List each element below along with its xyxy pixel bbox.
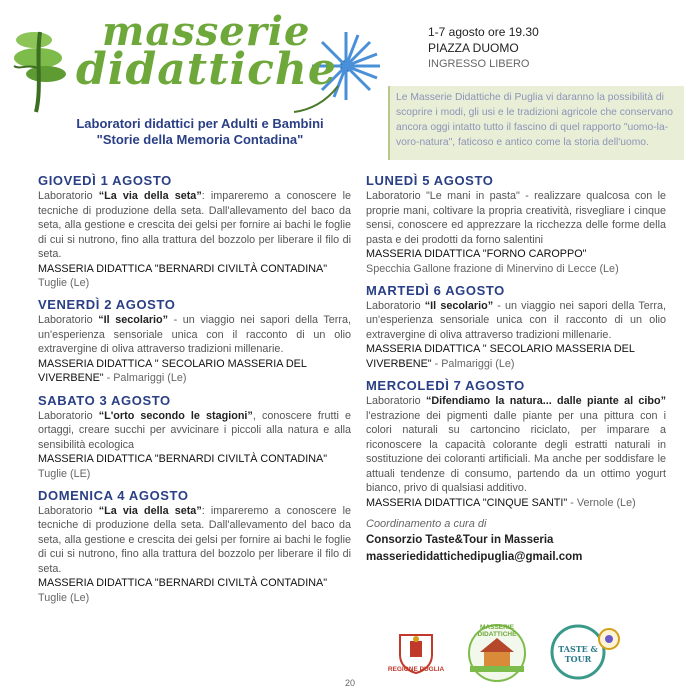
day-title: DOMENICA 4 AGOSTO	[38, 487, 189, 503]
farm-place: Tuglie (LE)	[38, 467, 91, 480]
farm-name: MASSERIA DIDATTICA "CINQUE SANTI" - Vernole (Le)	[366, 496, 636, 509]
subtitle	[20, 116, 380, 148]
farm-name: MASSERIA DIDATTICA "BERNARDI CIVILTÀ CONTADINA"	[38, 577, 328, 589]
farm-place: Tuglie (Le)	[38, 591, 90, 604]
page-number: 20	[344, 678, 355, 688]
farm-name: MASSERIA DIDATTICA " SECOLARIO MASSERIA DEL VIVERBENE" - Palmariggi (Le)	[38, 357, 307, 384]
left-column	[38, 172, 351, 611]
day-description: Laboratorio “La via della seta”: impareremo a conoscere le tecniche di produzione della seta. Dall'allevamento del baco da seta, alla gestione e crescita dei gelsi per fornire ai bachi le foglie di cui si nutrono, fino alla trattura del bozzolo per liberare il filo di seta.	[38, 190, 352, 260]
lab-name: "Le mani in pasta"	[425, 190, 520, 202]
farm-name: MASSERIA DIDATTICA "BERNARDI CIVILTÀ CONTADINA"	[38, 453, 328, 465]
coordination-email[interactable]: masseriedidattichedipuglia@gmail.com	[366, 551, 583, 563]
lab-name: “La via della seta”	[98, 190, 202, 202]
event-info	[428, 24, 539, 72]
day-description: Laboratorio “La via della seta”: impareremo a conoscere le tecniche di produzione della seta. Dall'allevamento del baco da seta, alla gestione e crescita dei gelsi per fornire ai bachi le foglie di cui si nutrono, fino alla trattura del bozzolo per liberare il filo di seta.	[38, 504, 352, 575]
day-title: MARTEDÌ 6 AGOSTO	[366, 282, 505, 298]
masserie-didattiche-badge	[460, 622, 534, 684]
day-title: SABATO 3 AGOSTO	[38, 392, 171, 408]
day-block	[366, 172, 666, 276]
day-title: VENERDÌ 2 AGOSTO	[38, 297, 176, 312]
coordination-label: Coordinamento a cura di	[366, 518, 487, 530]
day-description: Laboratorio “Difendiamo la natura... dalle piante al cibo” l'estrazione dei pigmenti dalle piante per una pittura con i colori naturali su cartoncino riciclato, per imparare a riconoscere la capacità colorante degli estratti naturali in sostituzione dei coloranti artificiali. Ma anche per soddisfare le attuali tendenze di consumo, partendo da un ottimo yogurt bianco, privo di qualsiasi additivo.	[366, 395, 666, 494]
day-description: Laboratorio “Il secolario” - un viaggio nei sapori della Terra, un'esperienza sensoriale unica con il racconto di un olio extravergine di oliva attraverso tradizioni millenarie.	[366, 299, 666, 341]
regione-puglia-label: REGIONE PUGLIA	[387, 666, 445, 673]
day-block	[366, 282, 666, 372]
day-block	[38, 296, 351, 386]
lab-name: “L'orto secondo le stagioni”	[98, 409, 253, 422]
day-block	[38, 172, 351, 290]
subtitle-line-2: "Storie della Memoria Contadina"	[96, 132, 304, 147]
logo-word-didattiche: didattiche	[76, 44, 337, 95]
farm-place: - Palmariggi (Le)	[431, 357, 515, 370]
right-column	[366, 172, 666, 566]
day-description: Laboratorio "Le mani in pasta" - realizzare qualcosa con le proprie mani, coltivare la propria creatività, risvegliare i cinque sensi, conoscere ed apprezzare la ricchezza delle forme della pasta e dei prodotti da forno salentini	[366, 190, 666, 246]
taste-tour-label: TASTE & TOUR	[558, 644, 598, 664]
intro-box: Le Masserie Didattiche di Puglia vi daranno la possibilità di scoprire i modi, gli usi e le tradizioni agricole che conservano ancora oggi intatto tutto il fascino di quel rapporto "uomo-la-voro-natura", faticoso e antico come la storia dell'uomo.	[388, 86, 684, 160]
coordination	[366, 516, 666, 566]
farm-place: - Palmariggi (Le)	[103, 372, 187, 384]
farm-place: - Vernole (Le)	[567, 496, 636, 509]
day-description: Laboratorio “Il secolario” - un viaggio nei sapori della Terra, un'esperienza sensoriale unica con il racconto di un olio extravergine di oliva attraverso tradizioni millenarie.	[38, 314, 351, 355]
day-block	[38, 487, 351, 605]
event-entry: INGRESSO LIBERO	[428, 58, 530, 70]
day-title: GIOVEDÌ 1 AGOSTO	[38, 173, 172, 188]
coordination-name: Consorzio Taste&Tour in Masseria	[366, 534, 554, 546]
farm-place: Tuglie (Le)	[38, 277, 90, 289]
day-title: LUNEDÌ 5 AGOSTO	[366, 173, 494, 188]
regione-puglia-crest-icon	[396, 622, 436, 684]
day-description: Laboratorio “L'orto secondo le stagioni”, conoscere frutti e ortaggi, creare succhi per avvicinare i piccoli alla natura e alla sensibilità ecologica	[38, 409, 351, 451]
mascot-label: MASSERIE DIDATTICHE	[477, 624, 517, 638]
lab-name: “Difendiamo la natura... dalle piante al cibo”	[425, 395, 666, 407]
logo-word-masserie: masserie	[102, 8, 311, 55]
consortium-ring-icon	[596, 626, 622, 652]
tree-icon	[14, 32, 66, 112]
farm-name: MASSERIA DIDATTICA "BERNARDI CIVILTÀ CONTADINA"	[38, 262, 328, 275]
farm-name: MASSERIA DIDATTICA "FORNO CAROPPO"	[366, 248, 587, 260]
day-block	[366, 377, 666, 510]
masserie-didattiche-logo	[6, 8, 386, 118]
farm-place: Specchia Gallone frazione di Minervino di Lecce (Le)	[366, 262, 619, 275]
lab-name: “La via della seta”	[98, 504, 202, 517]
lab-name: “Il secolario”	[98, 314, 169, 326]
day-title: MERCOLEDÌ 7 AGOSTO	[366, 378, 525, 393]
lab-name: “Il secolario”	[424, 299, 494, 312]
farm-name: MASSERIA DIDATTICA " SECOLARIO MASSERIA DEL VIVERBENE" - Palmariggi (Le)	[366, 343, 635, 370]
subtitle-line-1: Laboratori didattici per Adulti e Bambini	[76, 116, 324, 131]
event-dates: 1-7 agosto ore 19.30	[428, 25, 539, 39]
day-block	[38, 392, 351, 481]
event-place: PIAZZA DUOMO	[428, 41, 519, 55]
